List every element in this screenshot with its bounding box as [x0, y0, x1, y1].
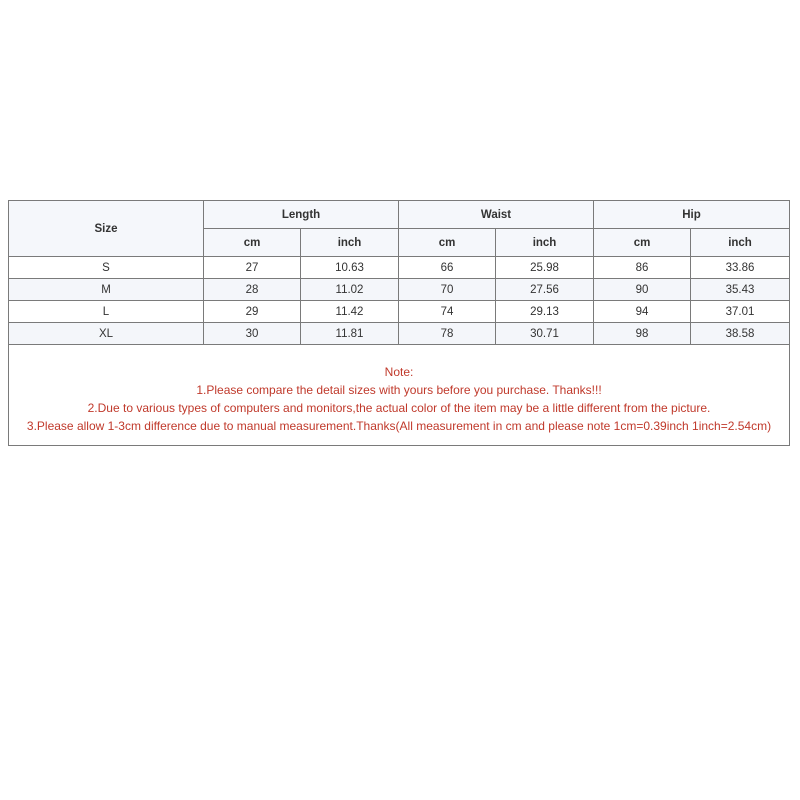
value-cell: 98	[594, 323, 691, 345]
value-cell: 35.43	[691, 279, 790, 301]
unit-header: cm	[399, 229, 496, 257]
size-chart-table	[8, 200, 790, 446]
size-header: Size	[9, 201, 204, 257]
value-cell: 70	[399, 279, 496, 301]
value-cell: 11.02	[301, 279, 399, 301]
note-title: Note:	[384, 365, 414, 379]
value-cell: 94	[594, 301, 691, 323]
unit-header: cm	[204, 229, 301, 257]
size-cell: M	[9, 279, 204, 301]
value-cell: 25.98	[496, 257, 594, 279]
notes-cell	[9, 345, 790, 446]
value-cell: 78	[399, 323, 496, 345]
group-header-length: Length	[204, 201, 399, 229]
value-cell: 29	[204, 301, 301, 323]
note-line-1: 1.Please compare the detail sizes with yours before you purchase. Thanks!!!	[196, 383, 602, 397]
value-cell: 10.63	[301, 257, 399, 279]
table-row	[9, 257, 790, 279]
table-row	[9, 301, 790, 323]
group-header-hip: Hip	[594, 201, 790, 229]
notes-row	[9, 345, 790, 446]
value-cell: 74	[399, 301, 496, 323]
value-cell: 27	[204, 257, 301, 279]
table-row	[9, 323, 790, 345]
value-cell: 11.81	[301, 323, 399, 345]
size-cell: S	[9, 257, 204, 279]
note-line-3: 3.Please allow 1-3cm difference due to manual measurement.Thanks(All measurement in cm and please note 1cm=0.39inch 1inch=2.54cm)	[26, 419, 772, 433]
value-cell: 30.71	[496, 323, 594, 345]
value-cell: 11.42	[301, 301, 399, 323]
value-cell: 37.01	[691, 301, 790, 323]
note-line-2: 2.Due to various types of computers and monitors,the actual color of the item may be a little different from the picture.	[87, 401, 711, 415]
unit-header: inch	[301, 229, 399, 257]
value-cell: 30	[204, 323, 301, 345]
unit-header: inch	[496, 229, 594, 257]
size-cell: XL	[9, 323, 204, 345]
size-cell: L	[9, 301, 204, 323]
group-header-waist: Waist	[399, 201, 594, 229]
value-cell: 90	[594, 279, 691, 301]
unit-header: inch	[691, 229, 790, 257]
value-cell: 86	[594, 257, 691, 279]
value-cell: 28	[204, 279, 301, 301]
value-cell: 29.13	[496, 301, 594, 323]
value-cell: 38.58	[691, 323, 790, 345]
value-cell: 33.86	[691, 257, 790, 279]
header-row-groups	[9, 201, 790, 229]
unit-header: cm	[594, 229, 691, 257]
table-row	[9, 279, 790, 301]
value-cell: 27.56	[496, 279, 594, 301]
value-cell: 66	[399, 257, 496, 279]
